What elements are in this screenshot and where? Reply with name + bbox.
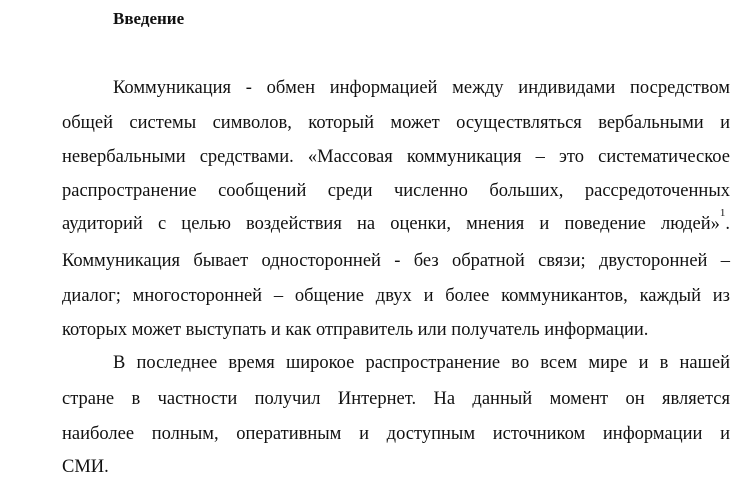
text-line: общей системы символов, который может осуществляться вербальными и bbox=[62, 113, 730, 133]
text-line: диалог; многосторонней – общение двух и более коммуникантов, каждый из bbox=[62, 286, 730, 306]
text-line: распространение сообщений среди численно больших, рассредоточенных bbox=[62, 181, 730, 201]
text-line: наиболее полным, оперативным и доступным источником информации и bbox=[62, 424, 730, 444]
text-line: В последнее время широкое распространение во всем мире и в нашей bbox=[113, 353, 730, 373]
section-heading: Введение bbox=[113, 9, 185, 28]
footnote-ref[interactable]: 1 bbox=[719, 207, 726, 219]
text-line: СМИ. bbox=[62, 457, 109, 477]
text-line: которых может выступать и как отправитель или получатель информации. bbox=[62, 320, 649, 340]
text-line: Коммуникация бывает односторонней - без обратной связи; двусторонней – bbox=[62, 251, 730, 271]
footnote-period: . bbox=[725, 214, 730, 234]
text-line: аудиторий с целью воздействия на оценки, мнения и поведение людей» bbox=[62, 214, 720, 234]
text-line: стране в частности получил Интернет. На данный момент он является bbox=[62, 389, 730, 409]
text-line: Коммуникация - обмен информацией между индивидами посредством bbox=[113, 78, 730, 98]
text-line: невербальными средствами. «Массовая коммуникация – это систематическое bbox=[62, 147, 730, 167]
text-line-with-footnote bbox=[62, 207, 730, 235]
